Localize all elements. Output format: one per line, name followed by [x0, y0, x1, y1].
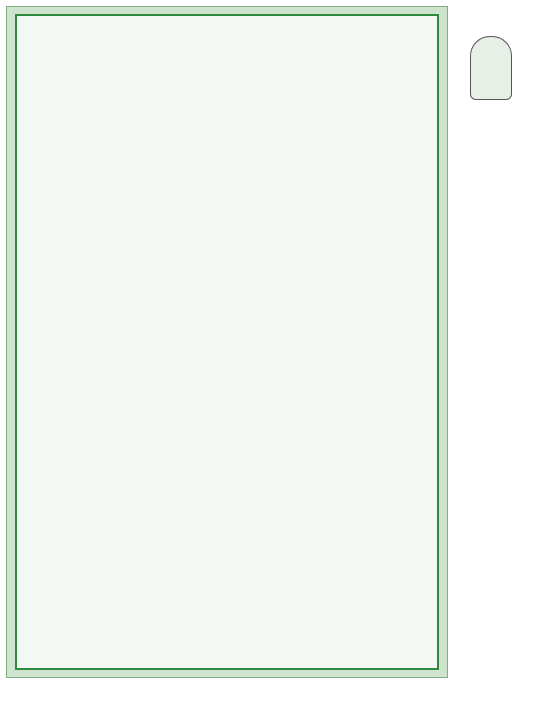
quran-text: [20, 32, 420, 672]
page-header: [16, 12, 424, 30]
tajweed-legend: [6, 679, 448, 701]
glossary-margin: [452, 30, 530, 670]
hizb-medallion-icon: [470, 36, 512, 100]
